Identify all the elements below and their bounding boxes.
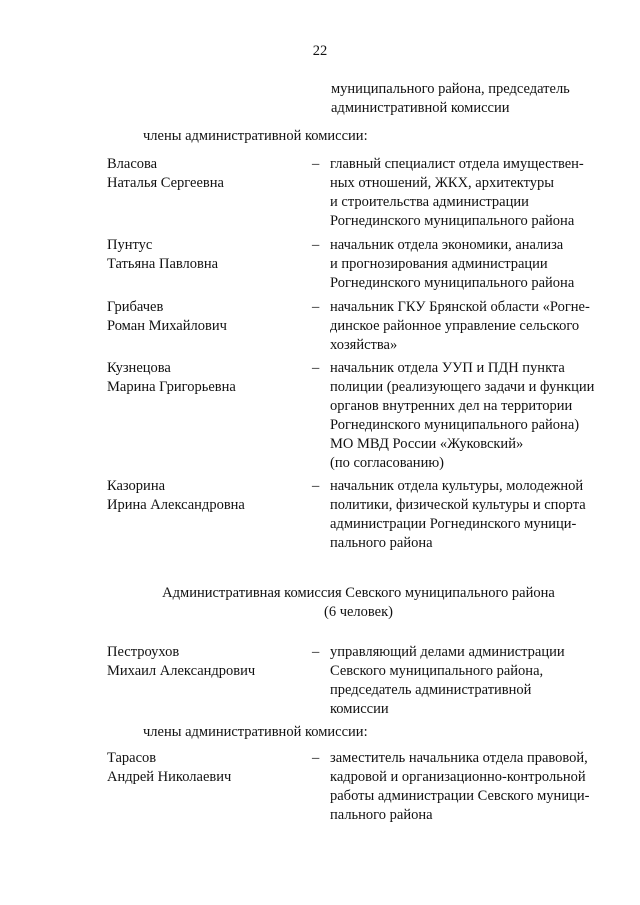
- member-name: Казорина Ирина Александровна: [107, 478, 245, 513]
- members-label: члены административной комиссии:: [143, 128, 368, 144]
- member-name: Пунтус Татьяна Павловна: [107, 237, 219, 272]
- continued-role-text: муниципального района, председатель административной комиссии: [331, 81, 570, 116]
- dash: –: [312, 237, 320, 253]
- dash: –: [312, 750, 320, 766]
- member-role: начальник ГКУ Брянской области «Рогне- динское районное управление сельского хозяйства»: [330, 299, 590, 353]
- dash: –: [312, 156, 320, 172]
- dash: –: [312, 644, 320, 660]
- dash: –: [312, 299, 320, 315]
- dash: –: [312, 360, 320, 376]
- member-role: заместитель начальника отдела правовой, кадровой и организационно-контрольной работы администрации Севского муници- пального района: [330, 750, 590, 823]
- members-label: члены административной комиссии:: [143, 724, 368, 740]
- member-role: главный специалист отдела имуществен- ных отношений, ЖКХ, архитектуры и строительства администрации Рогнединского муниципального района: [330, 156, 584, 229]
- member-name: Кузнецова Марина Григорьевна: [107, 360, 236, 395]
- member-role: начальник отдела экономики, анализа и прогнозирования администрации Рогнединского муниципального района: [330, 237, 575, 291]
- member-name: Грибачев Роман Михайлович: [107, 299, 227, 334]
- dash: –: [312, 478, 320, 494]
- commission-title: Административная комиссия Севского муниципального района (6 человек): [162, 585, 555, 620]
- member-role: начальник отдела УУП и ПДН пункта полиции (реализующего задачи и функции органов внутренних дел на территории Рогнединского муниципального района) МО МВД России «Жуковский» (по согласованию): [330, 360, 595, 471]
- member-entry: [107, 298, 607, 355]
- chairman-name: Пестроухов Михаил Александрович: [107, 644, 256, 679]
- member-role: начальник отдела культуры, молодежной политики, физической культуры и спорта администрации Рогнединского муници- пального района: [330, 478, 586, 551]
- member-entry: [107, 749, 607, 825]
- member-name: Власова Наталья Сергеевна: [107, 156, 224, 191]
- page-number: 22: [312, 43, 328, 59]
- chairman-entry: [107, 643, 607, 719]
- chairman-role: управляющий делами администрации Севского муниципального района, председатель административной комиссии: [330, 644, 565, 717]
- member-entry: [107, 477, 607, 553]
- member-name: Тарасов Андрей Николаевич: [107, 750, 232, 785]
- member-entry: [107, 359, 607, 473]
- member-entry: [107, 236, 607, 293]
- member-entry: [107, 155, 607, 231]
